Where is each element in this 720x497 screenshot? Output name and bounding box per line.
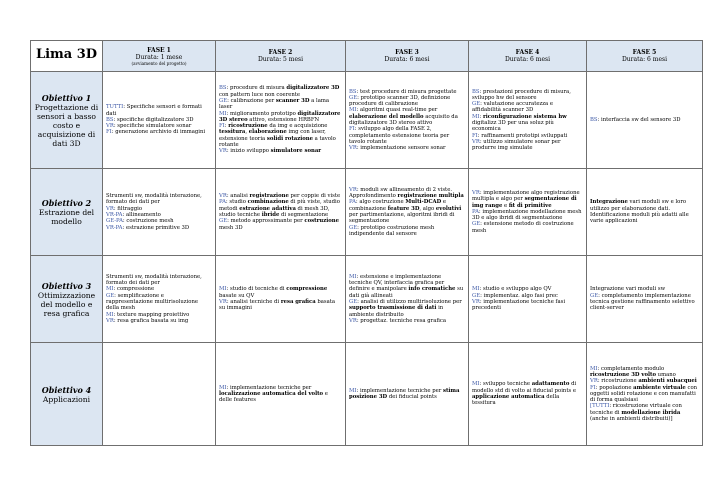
partner-tag: FI — [472, 132, 478, 139]
activity-text: per partimentazione, algoritmi ibridi di segmentazione — [349, 212, 455, 225]
phase-duration: Durata: 6 mesi — [622, 56, 667, 63]
activity-keyword: stima posizione 3D — [349, 387, 460, 400]
activity-keyword: scanner 3D — [275, 97, 310, 104]
phase-4-activities — [469, 343, 587, 446]
partner-tag: VR — [349, 186, 357, 193]
activity-text: : generazione archivio di immagini — [111, 129, 206, 136]
activity-line — [349, 126, 465, 145]
partner-tag: FI — [106, 129, 112, 136]
phase-1-activities — [103, 169, 216, 256]
activity-text: a lama laser — [219, 97, 330, 111]
activity-text: Integrazione vari moduli sw — [590, 286, 666, 293]
activity-keyword: costruzione — [304, 218, 339, 225]
activity-line — [219, 199, 342, 218]
activity-text: umano — [655, 371, 676, 378]
partner-tag: GE — [472, 292, 481, 299]
activity-text: : implementazione tecniche fasi precedenti — [472, 299, 566, 312]
activity-line — [472, 381, 583, 406]
activity-text: in ambiente distribuito — [349, 305, 444, 318]
phase-4-activities — [469, 169, 587, 256]
activity-line — [106, 293, 212, 312]
activity-line — [106, 274, 212, 287]
activity-line — [106, 225, 212, 231]
partner-tag: [TUTTI — [590, 403, 610, 410]
activity-text: : completamento implementazione tecnica gestione raffinamento selettivo client-server — [590, 292, 695, 312]
activity-keyword: registrazione — [249, 193, 289, 200]
activity-text: Strumenti sw, modalità interazione, formato dei dati per — [106, 193, 202, 206]
partner-tag: MI — [219, 286, 227, 293]
activity-text: : algo costruzione — [355, 199, 406, 206]
activity-keyword: combinazione — [247, 199, 289, 206]
phase-name: FASE 4 — [515, 49, 540, 56]
activity-line — [219, 85, 342, 98]
partner-tag: VR-PA — [106, 212, 123, 218]
activity-line — [590, 199, 699, 224]
activity-text: : prototipo scanner 3D, definizione procedure di calibrazione — [349, 94, 451, 108]
sheet-title: Lima 3D — [35, 46, 98, 62]
phase-duration: Durata: 6 mesi — [505, 56, 550, 63]
activity-keyword: feature 3D — [387, 205, 420, 212]
partner-tag: FI — [349, 126, 355, 133]
activity-text: attivo, estensione HRBFN — [247, 116, 320, 123]
phase-1-activities — [103, 256, 216, 343]
activity-text: : filtraggio — [113, 205, 143, 212]
activity-text: basata su immagini — [219, 299, 336, 312]
activity-keyword: simulatore sonar — [270, 148, 322, 155]
activity-text: : ricostruzione — [597, 378, 639, 385]
activity-keyword: resa grafica — [280, 299, 316, 305]
activity-keyword: ricostruzione — [228, 123, 268, 130]
partner-tag: MI — [106, 286, 114, 293]
partner-tag: VR — [219, 299, 227, 305]
activity-text: : analisi tecniche di — [226, 299, 281, 305]
objective-title: Obiettivo 4 — [41, 384, 92, 395]
activity-line — [106, 129, 212, 135]
activity-keyword: elaborazione del modello — [349, 113, 424, 120]
activity-text: : specifiche simulatore sonar — [113, 123, 192, 130]
activity-line — [590, 385, 699, 404]
activity-line — [472, 190, 583, 209]
activity-keyword: ibride — [261, 212, 280, 218]
activity-keyword: ricostruzione 3D volto — [590, 371, 656, 378]
partner-tag: VR — [349, 145, 357, 152]
partner-tag: GE — [472, 221, 481, 228]
activity-text: : implementazione algo registrazione multipla e algo per — [472, 189, 580, 203]
activity-line — [349, 225, 465, 238]
activity-text: : implementazione tecniche per — [226, 384, 312, 391]
activity-keyword: elaborazione — [248, 129, 287, 136]
activity-text: : — [479, 113, 483, 120]
activity-text: : costruzione mesh — [122, 218, 174, 225]
activity-text: : progettaz. tecniche resa grafica — [356, 317, 447, 324]
activity-text: di modello std di volto ai fiducial points e — [472, 381, 577, 394]
activity-text: : compressione — [113, 286, 155, 293]
activity-text: , — [245, 129, 249, 136]
partner-tag: TUTTI — [106, 104, 124, 111]
activity-line — [219, 218, 342, 231]
activity-text: : Specifiche sensori e formati dati — [106, 104, 202, 117]
activity-text: : studio e sviluppo algo QV — [479, 286, 552, 293]
activity-text: mesh 3D — [219, 224, 243, 231]
phase-name: FASE 5 — [632, 49, 657, 56]
activity-line — [349, 274, 465, 299]
activity-line — [219, 111, 342, 124]
activity-line — [472, 101, 583, 114]
partner-tag: MI — [349, 107, 357, 114]
partner-tag: VR — [219, 148, 227, 155]
activity-text: vari moduli sw e loro utilizzo per elaborazione dati. Identificazione moduli più adatti alle varie applicazioni — [590, 199, 689, 225]
activity-line — [349, 95, 465, 108]
activity-line — [472, 209, 583, 222]
activity-text: digitalizz 3D per una soluz più economica — [472, 120, 554, 133]
phase-2-activities — [216, 256, 346, 343]
activity-text: : prestazioni procedure di misura, sviluppo hw del sensore — [472, 88, 571, 101]
activity-line — [590, 366, 699, 379]
phase-5-activities — [587, 343, 703, 446]
partner-tag: VR — [106, 317, 114, 324]
phase-note: (avviamento del progetto) — [131, 60, 187, 66]
partner-tag: GE — [349, 299, 358, 305]
activity-text: con pattern luce non coerente — [219, 91, 301, 98]
activity-line — [349, 199, 465, 224]
partner-tag: PA — [219, 199, 226, 206]
phase-name: FASE 1 — [147, 46, 171, 54]
activity-line — [472, 221, 583, 234]
partner-tag: GE — [349, 94, 358, 101]
phase-4-activities — [469, 256, 587, 343]
activity-line — [472, 299, 583, 312]
activity-line — [472, 114, 583, 133]
activity-keyword: Integrazione — [590, 199, 628, 206]
activity-line — [349, 318, 465, 324]
activity-text: : valutazione accuratezza e affidabilità scanner 3D — [472, 101, 554, 114]
activity-line — [219, 98, 342, 111]
phase-header-2 — [216, 41, 346, 72]
activity-text: : analisi — [226, 193, 250, 200]
partner-tag: MI — [219, 110, 227, 117]
phase-header-3 — [346, 41, 469, 72]
partner-tag: PA — [472, 208, 479, 215]
activity-text: : algoritmi quasi real-time per — [356, 107, 438, 114]
activity-text: : implementazione sensore sonar — [356, 145, 446, 152]
partner-tag: VR — [590, 378, 598, 385]
objective-description: Progettazione di sensori a basso costo e acquisizione di dati 3D — [34, 102, 99, 148]
activity-text: : estensione metodo di costruzione mesh — [472, 221, 574, 234]
objective-description: Ottimizzazione del modello e resa grafica — [37, 290, 96, 318]
activity-text: : ricostruzione virtuale con tecniche di — [590, 403, 682, 416]
partner-tag: VR — [472, 138, 480, 145]
activity-line — [219, 148, 342, 154]
phase-1-activities — [103, 72, 216, 169]
activity-line — [590, 403, 699, 422]
activity-keyword: ambienti subacquei — [638, 378, 697, 385]
partner-tag: VR — [106, 205, 114, 212]
partner-tag: GE — [106, 292, 115, 299]
objective-description: Estrazione del modello — [38, 208, 95, 226]
partner-tag: MI — [472, 113, 480, 120]
partner-tag: MI — [349, 387, 357, 394]
activity-text: della tessitura — [472, 394, 560, 407]
phase-header-4 — [469, 41, 587, 72]
activity-text: : popolazione — [595, 384, 634, 391]
objective-row — [31, 169, 703, 256]
partner-tag: BS — [472, 88, 480, 95]
phase-header-5 — [587, 41, 703, 72]
activity-keyword: tessitura — [219, 129, 246, 136]
activity-text: e — [502, 202, 509, 209]
partner-tag: VR — [219, 193, 227, 200]
activity-text: : implementazione tecniche per — [356, 387, 443, 394]
activity-line — [349, 388, 465, 401]
activity-text: Strumenti sw, modalità interazione, formato dei dati per — [106, 273, 202, 287]
objective-cell — [31, 256, 103, 343]
header-row — [31, 41, 703, 72]
phase-name: FASE 2 — [268, 49, 293, 56]
activity-text: : sviluppo tecniche — [479, 381, 532, 388]
activity-keyword: info cromatiche — [408, 286, 456, 293]
partner-tag: GE — [349, 224, 358, 231]
activity-text: : texture mapping proiettivo — [113, 311, 190, 318]
activity-text: , algo — [419, 205, 436, 212]
activity-text: : calibrazione per — [227, 97, 276, 104]
activity-text: : analisi di utilizzo multirisoluzione per — [357, 299, 462, 305]
phase-3-activities — [346, 256, 469, 343]
activity-text: : inizio sviluppo — [226, 148, 271, 155]
activity-text: e combinazione — [349, 199, 447, 212]
partner-tag: VR — [472, 189, 480, 196]
activity-text: dei fiducial points — [387, 394, 437, 400]
activity-text: : implementaz. algo fasi prec — [480, 292, 558, 299]
activity-line — [349, 107, 465, 126]
activity-line — [349, 187, 465, 200]
activity-keyword: evolutivi — [435, 205, 462, 212]
activity-text: acquisito da digitalizzatore 3D stereo attivo — [349, 113, 458, 126]
activity-line — [106, 318, 212, 324]
partner-tag: MI — [219, 384, 227, 391]
activity-text: di più viste, studio metodi — [219, 199, 340, 212]
phase-duration: Durata: 1 mese — [135, 53, 183, 61]
phase-5-activities — [587, 169, 703, 256]
activity-text: e delle features — [219, 390, 328, 404]
activity-text: : studio — [225, 199, 248, 206]
activity-keyword: estrazione adattiva — [239, 205, 296, 212]
activity-line — [349, 145, 465, 151]
partner-tag: VR — [349, 317, 357, 324]
activity-text: : implementazione modellazione mesh 3D e algo ibridi di segmentazione — [472, 208, 582, 222]
objective-row — [31, 256, 703, 343]
partner-tag: FI — [590, 384, 596, 391]
activity-keyword: fit di primitive — [508, 202, 552, 209]
activity-keyword: ambiente virtuale — [633, 384, 686, 391]
partner-tag: MI — [472, 381, 480, 388]
partner-tag: FI — [219, 123, 225, 130]
activity-line — [472, 139, 583, 152]
partner-tag: PA — [349, 199, 356, 206]
phase-1-activities — [103, 343, 216, 446]
activity-text: : procedure di misura — [226, 85, 287, 92]
activity-text: : utilizzo simulatore sonar per produrre img simulate — [472, 138, 561, 152]
plan-table — [30, 40, 703, 446]
objective-row — [31, 72, 703, 169]
activity-text: : test procedure di misura progettate — [356, 88, 457, 95]
phase-3-activities — [346, 169, 469, 256]
activity-line — [590, 117, 699, 123]
activity-keyword: registrazione multipla — [397, 193, 464, 200]
activity-line — [219, 123, 342, 148]
activity-text: : resa grafica basata su img — [113, 317, 189, 324]
activity-keyword: digitalizzatore 3D — [286, 85, 340, 92]
activity-text: : specifiche digitalizzatore 3D — [113, 116, 194, 123]
partner-tag: MI — [349, 273, 357, 280]
phase-duration: Durata: 6 mesi — [384, 56, 430, 63]
activity-text: : estensione e implementazione tecniche QV, interfaccia grafica per definire e manipolare — [349, 273, 445, 293]
objective-title: Obiettivo 1 — [41, 92, 92, 103]
objective-row — [31, 343, 703, 446]
phase-5-activities — [587, 256, 703, 343]
activity-keyword: solidi rotazione — [266, 135, 313, 142]
activity-keyword: compressione — [286, 286, 328, 293]
activity-text: : estrazione primitive 3D — [122, 224, 190, 231]
activity-line — [219, 299, 342, 312]
activity-text: a tavolo rotante — [219, 135, 336, 149]
activity-text: : completamento modulo — [597, 365, 665, 372]
activity-keyword: adattamento — [531, 381, 570, 388]
activity-text: : allineamento — [122, 212, 161, 218]
activity-keyword: segmentazione di img range — [472, 196, 577, 209]
phase-4-activities — [469, 72, 587, 169]
activity-keyword: supporto trasmissione di dati — [349, 305, 437, 312]
activity-line — [472, 89, 583, 102]
phase-name: FASE 3 — [395, 49, 419, 56]
partner-tag: GE — [590, 292, 599, 299]
activity-text: basate su QV — [219, 292, 255, 299]
phase-header-1 — [103, 41, 216, 72]
activity-text: : raffinamenti prototipi sviluppati — [477, 132, 568, 139]
activity-keyword: riconfigurazione sistema hw — [483, 113, 567, 120]
partner-tag: GE — [472, 101, 481, 108]
objective-title: Obiettivo 3 — [41, 280, 92, 291]
activity-text: : metodo approssimante per — [227, 218, 305, 225]
activity-keyword: digitalizzatore 3D stereo — [219, 110, 341, 123]
activity-line — [349, 299, 465, 318]
activity-keyword: modellazione ibrida — [621, 409, 681, 416]
objective-description: Applicazioni — [42, 394, 91, 404]
activity-text: : studio di tecniche di — [226, 286, 287, 293]
phase-3-activities — [346, 72, 469, 169]
objective-cell — [31, 72, 103, 169]
partner-tag: MI — [106, 311, 114, 318]
partner-tag: GE — [219, 97, 228, 104]
partner-tag: GE — [219, 218, 228, 225]
activity-keyword: Multi-DCAD — [405, 199, 442, 206]
objective-title: Obiettivo 2 — [41, 198, 92, 208]
activity-text: per coppie di viste — [288, 193, 341, 200]
activity-text: : miglioramento prototipo — [226, 110, 298, 117]
sheet-title-cell — [31, 41, 103, 72]
activity-text: di segmentazione — [279, 212, 329, 218]
activity-text: su dati già allineati — [349, 286, 464, 299]
activity-keyword: localizzazione automatica del volto — [219, 390, 324, 397]
partner-tag: GE-PA — [106, 218, 123, 225]
activity-text: di mesh 3D, studio tecniche — [219, 205, 330, 218]
phase-5-activities — [587, 72, 703, 169]
partner-tag: MI — [590, 365, 598, 372]
partner-tag: BS — [106, 116, 114, 123]
project-plan-sheet — [30, 40, 702, 446]
partner-tag: BS — [349, 88, 357, 95]
partner-tag: BS — [219, 85, 227, 92]
phase-3-activities — [346, 343, 469, 446]
activity-line — [590, 293, 699, 312]
activity-text: : — [224, 123, 229, 130]
activity-line — [219, 286, 342, 299]
partner-tag: BS — [590, 116, 598, 123]
activity-text: con oggetti solidi rotazione e con manufatti di forma qualsiasi — [590, 384, 698, 404]
activity-line — [106, 193, 212, 206]
activity-text: : semplificazione e rappresentazione multirisoluzione della mesh — [106, 292, 199, 312]
activity-text: img con laser, estensione teoria — [219, 129, 326, 142]
phase-2-activities — [216, 169, 346, 256]
activity-text: da img e acquisizione — [267, 123, 328, 130]
partner-tag: VR — [106, 123, 114, 130]
partner-tag: VR — [472, 299, 480, 305]
activity-text: : prototipo costruzione mesh indipendente dal sensore — [349, 224, 435, 237]
activity-line — [219, 385, 342, 404]
phase-2-activities — [216, 72, 346, 169]
activity-text: : interfaccia sw del sensore 3D — [597, 116, 681, 123]
objective-cell — [31, 169, 103, 256]
activity-line — [106, 104, 212, 117]
objective-cell — [31, 343, 103, 446]
activity-text: (anche in ambienti distribuiti)] — [590, 416, 673, 423]
activity-text: : moduli sw allineamento di 2 viste. Approfondimento — [349, 186, 453, 200]
partner-tag: VR-PA — [106, 224, 123, 231]
phase-duration: Durata: 5 mesi — [258, 56, 303, 63]
partner-tag: MI — [472, 286, 480, 293]
activity-text: : sviluppo algo della FASE 2, completamento estensione teoria per tavolo rotante — [349, 126, 450, 145]
activity-keyword: applicazione automatica — [472, 394, 545, 400]
phase-2-activities — [216, 343, 346, 446]
